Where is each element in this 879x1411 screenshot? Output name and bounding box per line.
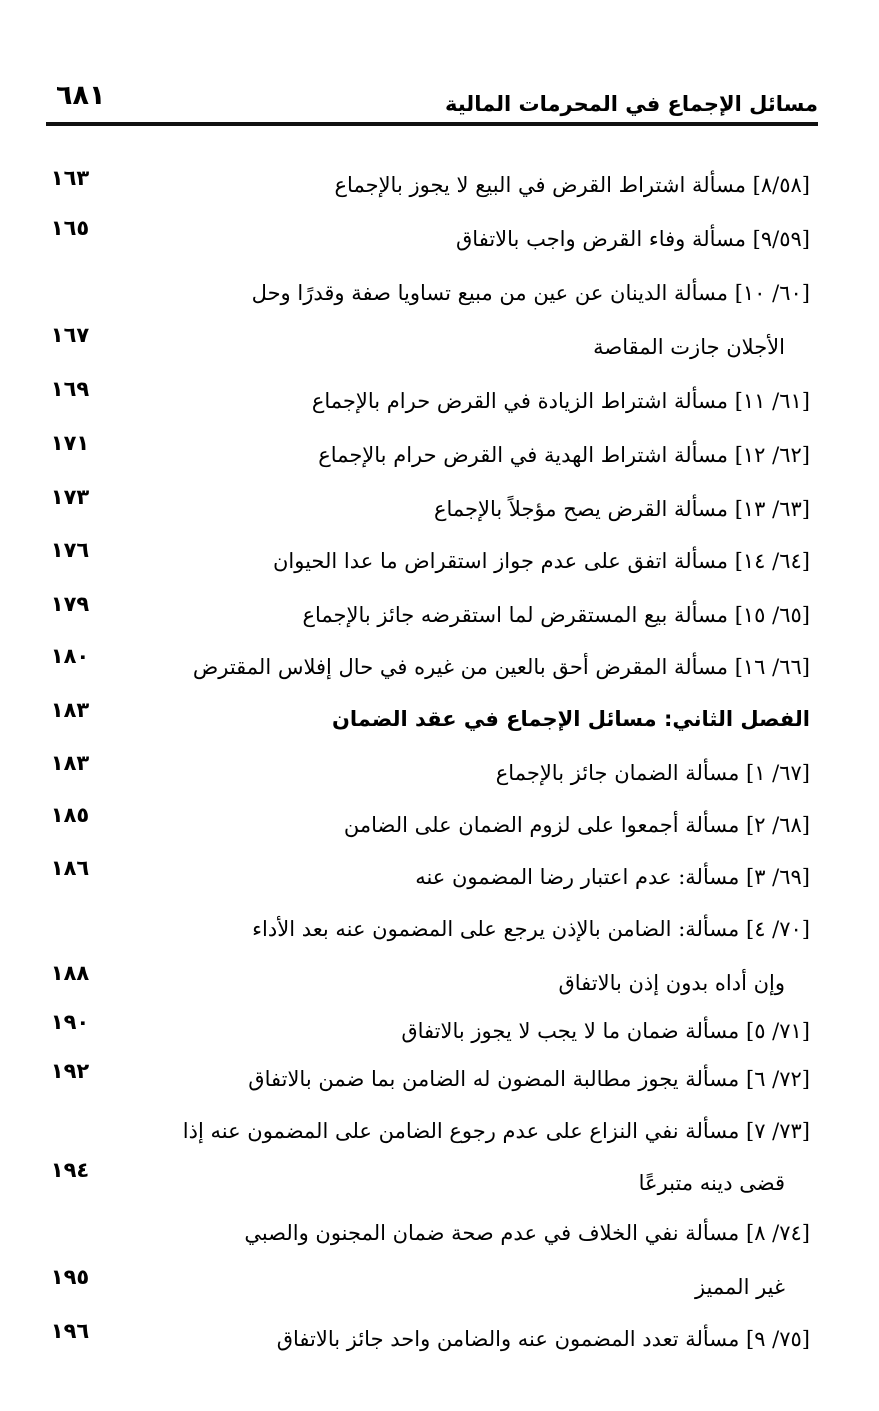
toc-entry-page: ١٨٥: [50, 803, 90, 827]
toc-entry-page: ١٩٤: [50, 1158, 90, 1182]
toc-entry-page: ١٧١: [50, 431, 90, 455]
toc-entry-text: [٧٠/ ٤] مسألة: الضامن بالإذن يرجع على المضمون عنه بعد الأداء: [252, 917, 810, 941]
toc-entry-page: ١٩٢: [50, 1059, 90, 1083]
toc-entry-text: [٧١/ ٥] مسألة ضمان ما لا يجب لا يجوز بالاتفاق: [401, 1019, 810, 1043]
toc-entry-text: [٦٨/ ٢] مسألة أجمعوا على لزوم الضمان على الضامن: [343, 813, 810, 837]
toc-entry-text: [٦٣/ ١٣] مسألة القرض يصح مؤجلاً بالإجماع: [433, 497, 810, 521]
toc-entry-text-continued: غير المميز: [694, 1275, 785, 1299]
toc-entry-page: ١٦٩: [50, 377, 90, 401]
toc-entry-page: ١٩٦: [50, 1319, 90, 1343]
running-title: مسائل الإجماع في المحرمات المالية: [445, 92, 818, 116]
toc-entry-page: ١٨٣: [50, 698, 90, 722]
toc-entry-text: [٨/٥٨] مسألة اشتراط القرض في البيع لا يجوز بالإجماع: [334, 173, 810, 197]
toc-entry-text: [٩/٥٩] مسألة وفاء القرض واجب بالاتفاق: [456, 227, 810, 251]
toc-entry-page: ١٧٦: [50, 538, 90, 562]
toc-entry-text: [٧٢/ ٦] مسألة يجوز مطالبة المضون له الضامن بما ضمن بالاتفاق: [248, 1067, 810, 1091]
toc-entry-text: [٦١/ ١١] مسألة اشتراط الزيادة في القرض حرام بالإجماع: [311, 389, 810, 413]
toc-entry-text: [٦٢/ ١٢] مسألة اشتراط الهدية في القرض حرام بالإجماع: [318, 443, 810, 467]
toc-entry-text: [٦٤/ ١٤] مسألة اتفق على عدم جواز استقراض ما عدا الحيوان: [272, 549, 810, 573]
toc-entry-page: ١٩٥: [50, 1265, 90, 1289]
toc-entry-page: ١٦٣: [50, 166, 90, 190]
toc-entry-page: ١٦٥: [50, 216, 90, 240]
toc-entry-text: [٧٣/ ٧] مسألة نفي النزاع على عدم رجوع الضامن على المضمون عنه إذا: [182, 1119, 810, 1143]
page-number: ٦٨١: [56, 80, 106, 111]
toc-entry-text: [٦٩/ ٣] مسألة: عدم اعتبار رضا المضمون عنه: [415, 865, 810, 889]
toc-entry-text: [٦٧/ ١] مسألة الضمان جائز بالإجماع: [495, 761, 810, 785]
toc-entry-page: ١٧٣: [50, 485, 90, 509]
toc-entry-text: [٦٦/ ١٦] مسألة المقرض أحق بالعين من غيره في حال إفلاس المقترض: [192, 655, 810, 679]
toc-entry-text: [٧٤/ ٨] مسألة نفي الخلاف في عدم صحة ضمان المجنون والصبي: [244, 1221, 810, 1245]
toc-entry-page: ١٨٣: [50, 751, 90, 775]
toc-entry-page: ١٨٠: [50, 644, 90, 668]
toc-entry-text-continued: قضى دينه متبرعًا: [638, 1171, 785, 1195]
toc-entry-page: ١٨٦: [50, 856, 90, 880]
chapter-heading: الفصل الثاني: مسائل الإجماع في عقد الضمان: [332, 707, 810, 731]
toc-entry-text-continued: الأجلان جازت المقاصة: [593, 335, 785, 359]
toc-entry-page: ١٩٠: [50, 1010, 90, 1034]
toc-entry-text: [٧٥/ ٩] مسألة تعدد المضمون عنه والضامن واحد جائز بالاتفاق: [276, 1327, 810, 1351]
toc-entry-page: ١٦٧: [50, 323, 90, 347]
toc-entry-text: [٦٠/ ١٠] مسألة الدينان عن عين من مبيع تساويا صفة وقدرًا وحل: [251, 281, 810, 305]
toc-entry-text-continued: وإن أداه بدون إذن بالاتفاق: [558, 971, 785, 995]
toc-entry-text: [٦٥/ ١٥] مسألة بيع المستقرض لما استقرضه جائز بالإجماع: [302, 603, 810, 627]
toc-entry-page: ١٧٩: [50, 592, 90, 616]
toc-entry-page: ١٨٨: [50, 961, 90, 985]
